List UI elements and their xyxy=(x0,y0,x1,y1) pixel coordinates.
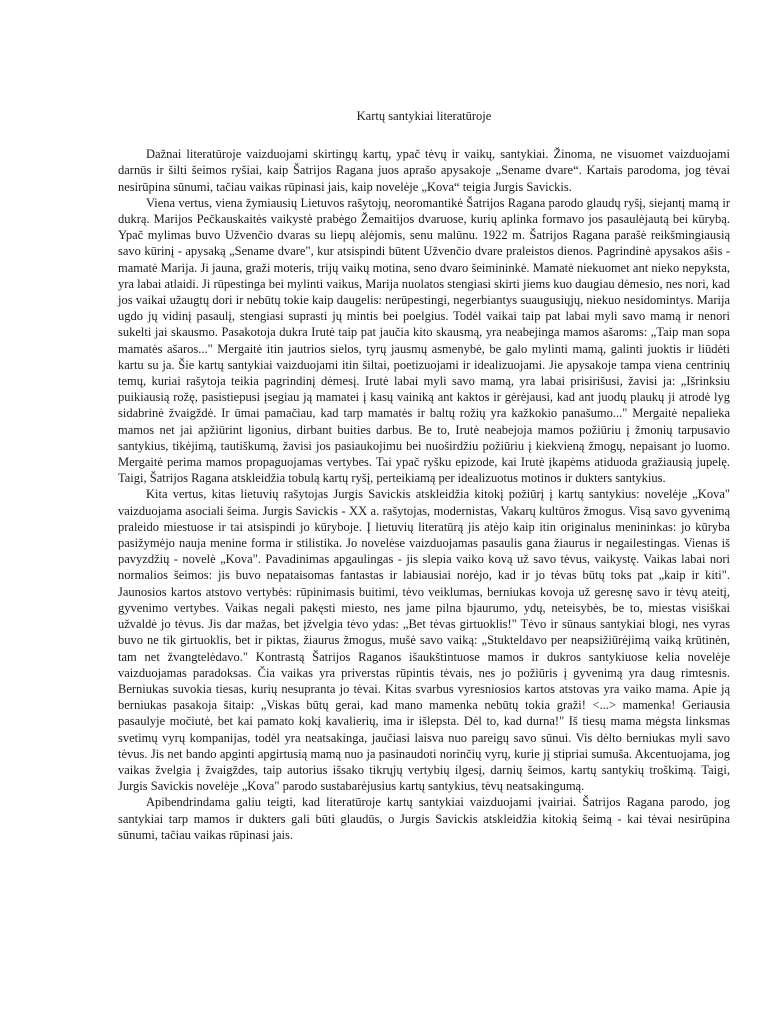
paragraph-jurgis-savickis: Kita vertus, kitas lietuvių rašytojas Jurgis Savickis atskleidžia kitokį požiūrį į kartų santykius: novelėje „Kova" vaizduojama asociali šeima. Jurgis Savickis - XX a. rašytojas, modernistas, Vakarų kultūros žmogus. Visą savo gyvenimą praleido miestuose ir tai atsispindi jo kūryboje. Į lietuvių literatūrą jis atėjo kaip itin originalus menininkas: jo kūryba pasižymėjo nauja menine forma ir stilistika. Jo novelėse vaizduojamas pasaulis gana žiaurus ir negailestingas. Vienas iš pavyzdžių - novelė „Kova". Pavadinimas apgaulingas - jis slepia vaiko kovą už savo tėvus, vaikystę. Vaikas labai nori normalios šeimos: jis buvo nepataisomas fantastas ir labiausiai norėjo, kad ir jo tėvas būtų toks pat „kaip ir kiti". Jaunosios kartos atstovo vertybės: rūpinimasis buitimi, tėvo veiklumas, berniukas kovoja už geresnę savo ir tėvų ateitį, gyvenimo vertybes. Vaikas negali pakęsti miesto, nes jame pilna bjaurumo, ydų, neteisybės, be to, miestas visiškai užvaldė jo tėvus. Jis dar mažas, bet įžvelgia tėvo ydas: „Bet tėvas girtuoklis!" Tėvo ir sūnaus santykiai blogi, nes vyras buvo ne tik girtuoklis, bet ir piktas, žiaurus žmogus, mušė savo vaiką: „Stukteldavo per neapsižiūrėjimą vaiką krūtinėn, tam net žvangtelėdavo." Kontrastą Šatrijos Raganos išaukštintuose mamos ir dukros santykiuose kelia novelėje vaizduojamas paradoksas. Čia vaikas yra priverstas rūpintis tėvais, nes jo požiūris į gyvenimą yra daug rimtesnis. Berniukas suvokia tiesas, kurių nesupranta jo tėvai. Kitas svarbus vyresniosios kartos atstovas yra vaiko mama. Apie ją berniukas pasakoja šitaip: „Viskas būtų gerai, kad mano mamenka nebūtų tokia graži! <...> mamenka! Geriausia pasaulyje močiutė, bet kai pamato kokį kavalierių, ima ir išlepsta. Dėl to, kad durna!" Iš tiesų mama mėgsta linksmas svetimų vyrų kompanijas, todėl yra neatsakinga, jaučiasi laisva nuo pareigų savo sūnui. Vis dėlto berniukas myli savo tėvus. Jis net bando apginti apgirtusią mamą nuo ja pasinaudoti norinčių vyrų, kurie jį stipriai sumuša. Akcentuojama, jog vaikas žvelgia į žvaigždes, taip autorius išsako tikrųjų vertybių ilgesį, darnių šeimos, kartų santykių troškimą. Taigi, Jurgis Savickis novelėje „Kova" parodo sustabarėjusius kartų santykius, tėvų neatsakingumą. xyxy=(118,487,730,794)
document-page xyxy=(118,108,730,843)
paragraph-satrijos-ragana: Viena vertus, viena žymiausių Lietuvos rašytojų, neoromantikė Šatrijos Ragana parodo glaudų ryšį, siejantį mamą ir dukrą. Marijos Pečkauskaitės vaikystė prabėgo Žemaitijos dvaruose, kurių aplinka formavo jos pasaulėjautą bei kūrybą. Ypač mylimas buvo Užvenčio dvaras su liepų alėjomis, senu malūnu. 1922 m. Šatrijos Ragana parašė reikšmingiausią savo kūrinį - apysaką „Sename dvare", kur atsispindi būtent Užvenčio dvare praleistos dienos. Pagrindinė apysakos ašis - mamatė Marija. Ji jauna, graži moteris, trijų vaikų motina, seno dvaro šeimininkė. Mamatė niekuomet ant nieko nepyksta, yra labai atlaidi. Ji rūpestinga bei mylinti vaikus, Marija nuolatos stengiasi skirti jiems kuo daugiau dėmesio, nes nori, kad jos vaikai užaugtų dori ir nebūtų tokie kaip daugelis: nerūpestingi, negerbiantys suaugusiųjų, niekuo nesidomintys. Marija ugdo jų vidinį pasaulį, stengiasi suprasti jų mintis bei poelgius. Todėl vaikai taip pat labai myli savo mamą ir nenori sukelti jai skausmo. Pasakotoja dukra Irutė taip pat jaučia kito skausmą, yra neabejinga mamos ašaroms: „Taip man sopa mamatės ašaros..." Mergaitė itin jautrios sielos, tyrų jausmų asmenybė, be galo mylinti mamą, galinti juoktis ir liūdėti kartu su ja. Šie kartų santykiai vaizduojami itin šiltai, poetizuojami ir idealizuojami. Jie apysakoje tampa viena centrinių temų, kuriai rašytoja teikia pagrindinį dėmesį. Irutė labai myli savo mamą, yra labai prisirišusi, žavisi ja: „Išrinksiu puikiausią rožę, pasistiepusi įsegiau ją mamatei į kasų vainiką ant kaktos ir gėrėjausi, kad ant juodų plaukų ji atrodė lyg sidabrinė žvaigždė. Ir ūmai pamačiau, kad tarp mamatės ir baltų rožių yra kažkokio panašumo..." Mergaitė nepalieka mamos net jai apžiūrint ligonius, dirbant buities darbus. Be to, Irutė neabejoja mamos požiūriu į žmonių tarpusavio santykius, tikėjimą, tautiškumą, žavisi jos pasiaukojimu bei nuoširdžiu požiūriu į kiekvieną žmogų, nepaisant jo luomo. Mergaitė perima mamos propaguojamas vertybes. Tai ypač ryšku epizode, kai Irutė įkapėms atiduoda gražiausią jupelę. Taigi, Šatrijos Ragana atskleidžia tobulą kartų ryšį, perteikiamą per idealizuotus motinos ir dukters santykius. xyxy=(118,195,730,486)
document-title: Kartų santykiai literatūroje xyxy=(356,109,492,123)
paragraph-conclusion: Apibendrindama galiu teigti, kad literatūroje kartų santykiai vaizduojami įvairiai. Šatrijos Ragana parodo, jog santykiai tarp mamos ir dukters gali būti glaudūs, o Jurgis Savickis atskleidžia kitokią šeimą - kai tėvai nesirūpina sūnumi, tačiau vaikas rūpinasi jais. xyxy=(118,795,730,842)
paragraph-intro: Dažnai literatūroje vaizduojami skirtingų kartų, ypač tėvų ir vaikų, santykiai. Žinoma, ne visuomet vaizduojami darnūs ir šilti šeimos ryšiai, kaip Šatrijos Ragana juos aprašo apysakoje „Sename dvare“. Kartais parodoma, jog tėvai nesirūpina sūnumi, tačiau vaikas rūpinasi jais, kaip novelėje „Kova“ teigia Jurgis Savickis. xyxy=(118,147,730,194)
